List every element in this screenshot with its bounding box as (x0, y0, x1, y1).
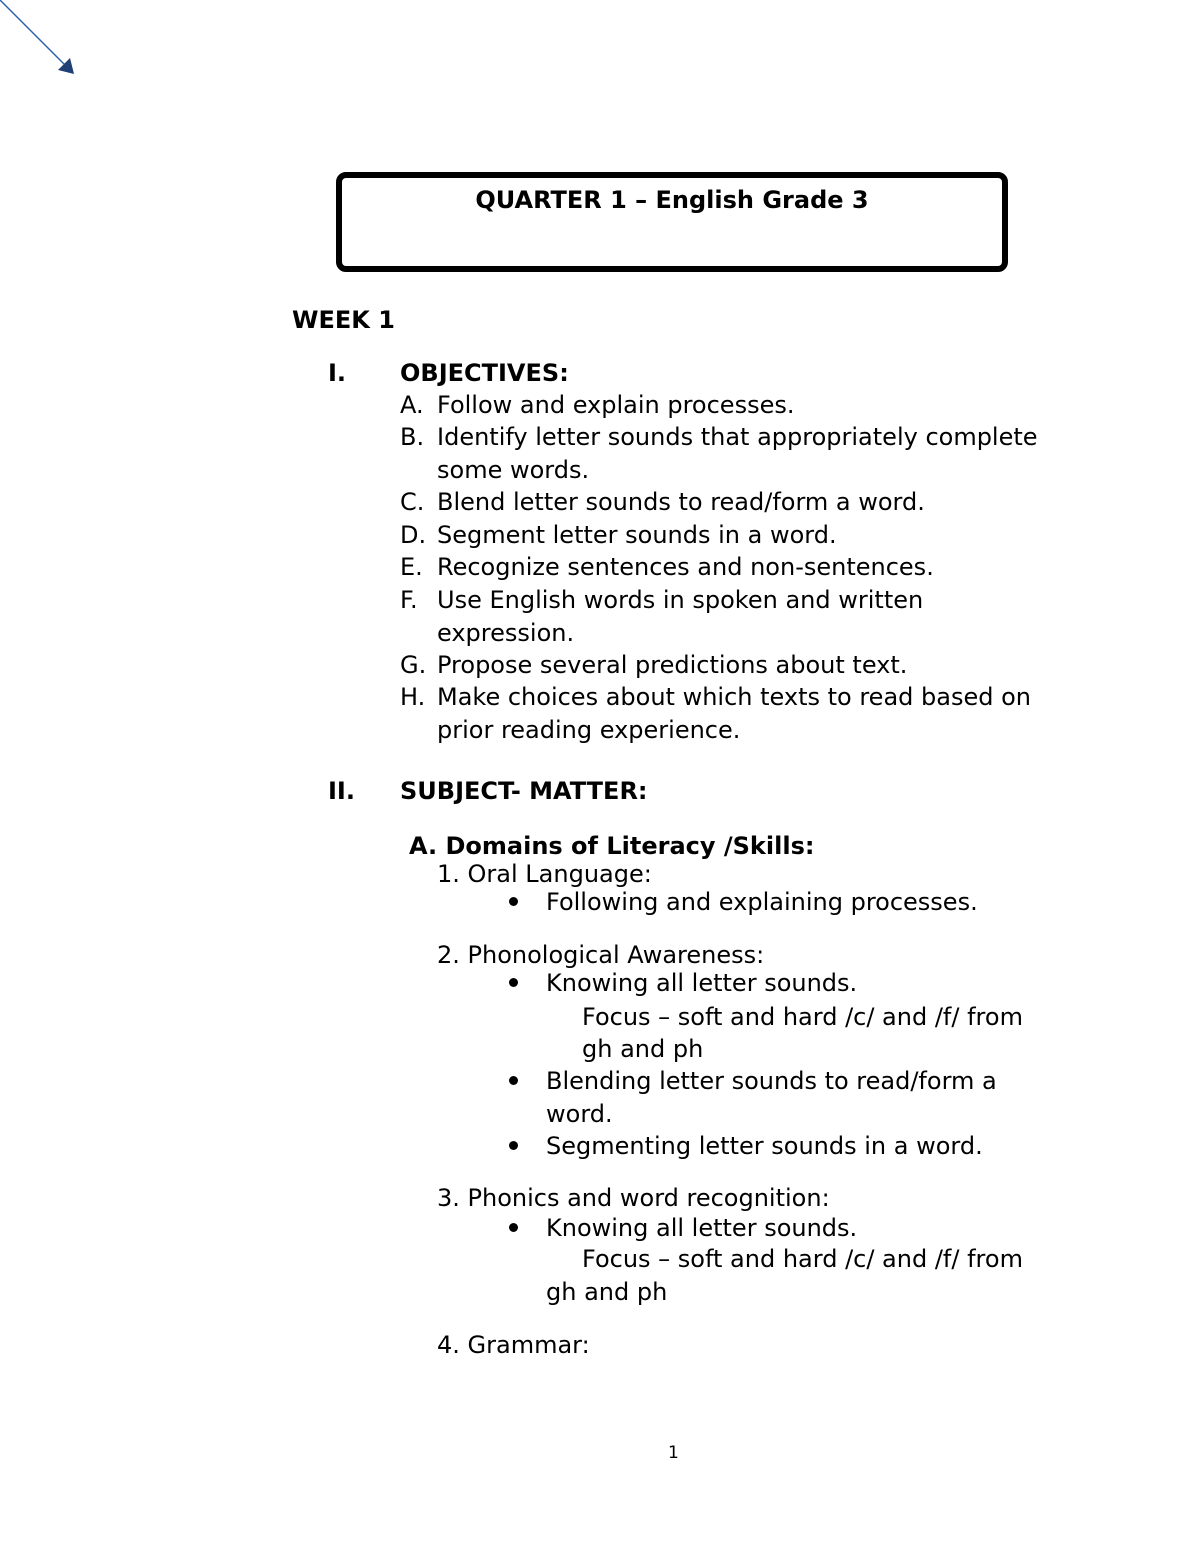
arrow-shape (0, 0, 90, 90)
objective-letter: B. (400, 423, 425, 451)
objective-text: Use English words in spoken and written (437, 586, 924, 614)
domain-bullet-text: Knowing all letter sounds. (546, 969, 858, 997)
objective-text: Follow and explain processes. (437, 391, 795, 419)
objective-letter: A. (400, 391, 424, 419)
objective-letter: F. (400, 586, 418, 614)
objective-letter: E. (400, 553, 423, 581)
domain-label: 2. Phonological Awareness: (437, 941, 765, 969)
page-number: 1 (668, 1443, 679, 1463)
objective-text-continued: expression. (437, 619, 575, 647)
domain-label: 4. Grammar: (437, 1331, 590, 1359)
objective-text: Propose several predictions about text. (437, 651, 908, 679)
document-title: QUARTER 1 – English Grade 3 (475, 186, 869, 214)
objective-text-continued: some words. (437, 456, 590, 484)
week-heading: WEEK 1 (292, 306, 395, 334)
domain-bullet-text: Following and explaining processes. (546, 888, 978, 916)
focus-note: Focus – soft and hard /c/ and /f/ from (582, 1245, 1023, 1273)
domains-heading: A. Domains of Literacy /Skills: (409, 832, 815, 860)
bullet-icon (509, 1223, 518, 1232)
objective-text: Blend letter sounds to read/form a word. (437, 488, 925, 516)
title-box (336, 172, 1008, 272)
objective-text: Segment letter sounds in a word. (437, 521, 837, 549)
objective-text: Recognize sentences and non-sentences. (437, 553, 934, 581)
focus-note-continued: gh and ph (582, 1035, 704, 1063)
domain-bullet-text-continued: word. (546, 1100, 613, 1128)
bullet-icon (509, 1076, 518, 1085)
domain-bullet-text: Segmenting letter sounds in a word. (546, 1132, 983, 1160)
domain-bullet-text: Blending letter sounds to read/form a (546, 1067, 997, 1095)
objective-letter: D. (400, 521, 427, 549)
focus-note-continued: gh and ph (546, 1278, 668, 1306)
subject-matter-heading: SUBJECT- MATTER: (400, 777, 648, 805)
objective-letter: G. (400, 651, 427, 679)
objective-text: Make choices about which texts to read based on (437, 683, 1031, 711)
focus-note: Focus – soft and hard /c/ and /f/ from (582, 1003, 1023, 1031)
objective-text-continued: prior reading experience. (437, 716, 741, 744)
objective-text: Identify letter sounds that appropriately complete (437, 423, 1038, 451)
bullet-icon (509, 897, 518, 906)
domain-label: 1. Oral Language: (437, 860, 652, 888)
objective-letter: C. (400, 488, 425, 516)
objectives-heading: OBJECTIVES: (400, 359, 569, 387)
section-numeral-subject-matter: II. (328, 777, 355, 805)
objective-letter: H. (400, 683, 426, 711)
domain-bullet-text: Knowing all letter sounds. (546, 1214, 858, 1242)
bullet-icon (509, 1141, 518, 1150)
bullet-icon (509, 978, 518, 987)
section-numeral-objectives: I. (328, 359, 347, 387)
domain-label: 3. Phonics and word recognition: (437, 1184, 830, 1212)
